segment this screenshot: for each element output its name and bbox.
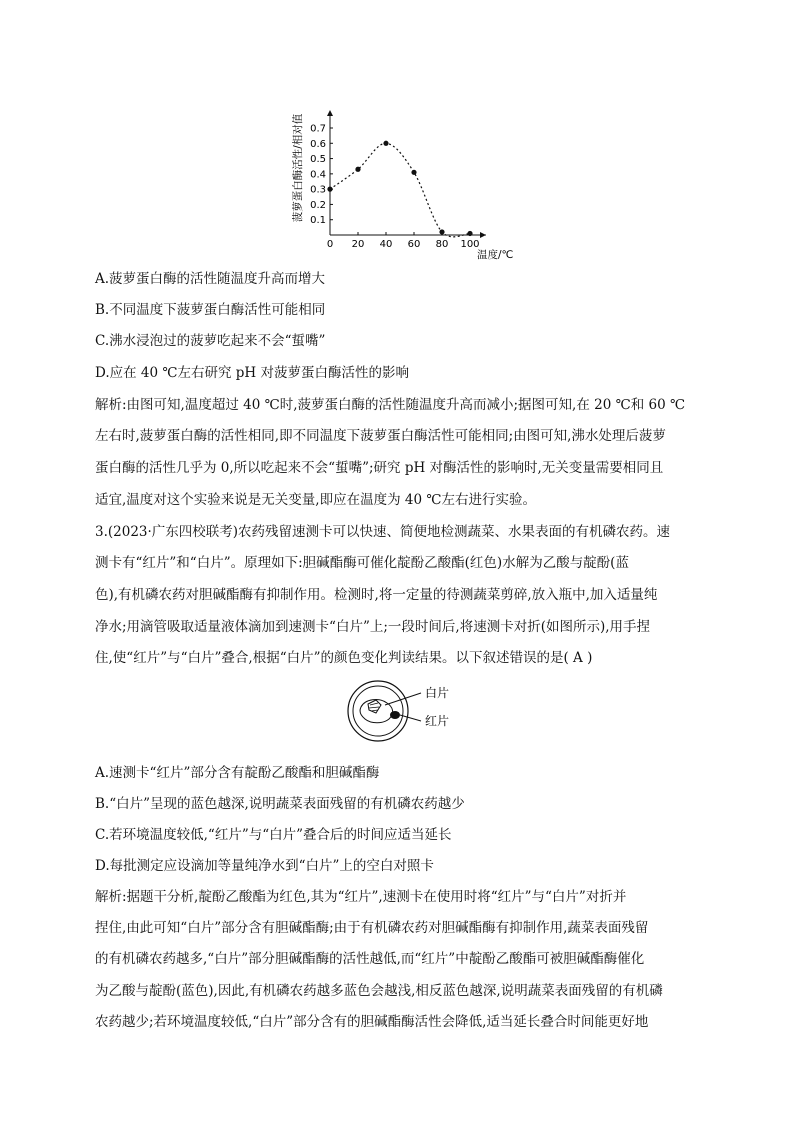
- red-pointer: [400, 715, 421, 721]
- x-tick-label: 100: [460, 239, 480, 250]
- q3-option-a: A.速测卡“红片”部分含有靛酚乙酸酯和胆碱酯酶: [95, 765, 380, 781]
- data-point: [327, 187, 332, 192]
- q3-stem-line: 住,使“红片”与“白片”叠合,根据“白片”的颜色变化判读结果。以下叙述错误的是( A ): [95, 650, 593, 666]
- label-white-piece: 白片: [425, 686, 450, 700]
- x-tick-label: 80: [435, 239, 449, 250]
- y-tick-label: 0.4: [310, 169, 326, 181]
- x-tick-label: 60: [407, 239, 421, 250]
- data-point: [383, 141, 388, 146]
- q2-analysis-line: 适宜,温度对这个实验来说是无关变量,即应在温度为 40 ℃左右进行实验。: [95, 492, 536, 508]
- y-tick-label: 0.1: [310, 215, 326, 227]
- q2-option-d: D.应在 40 ℃左右研究 pH 对菠萝蛋白酶活性的影响: [95, 365, 409, 381]
- x-tick-label: 20: [351, 239, 365, 250]
- data-point: [411, 170, 416, 175]
- enzyme-activity-chart: [288, 100, 518, 265]
- x-axis-arrow: [480, 232, 486, 238]
- x-tick-label: 40: [379, 239, 393, 250]
- q3-option-d: D.每批测定应设滴加等量纯净水到“白片”上的空白对照卡: [95, 858, 434, 874]
- chart-axes: [327, 110, 486, 238]
- test-card-figure: [343, 677, 483, 747]
- q2-analysis-line: 解析:由图可知,温度超过 40 ℃时,菠萝蛋白酶的活性随温度升高而减小;据图可知,在 20 ℃和 60 ℃: [95, 397, 686, 413]
- card-red-piece: [390, 711, 400, 719]
- q2-option-c: C.沸水浸泡过的菠萝吃起来不会“蜇嘴”: [95, 333, 326, 349]
- data-point: [355, 167, 360, 172]
- y-tick-label: 0.6: [310, 138, 326, 150]
- q3-analysis-line: 为乙酸与靛酚(蓝色),因此,有机磷农药越多蓝色会越浅,相反蓝色越深,说明蔬菜表面残留的有机磷: [95, 983, 663, 999]
- q2-option-b: B.不同温度下菠萝蛋白酶活性可能相同: [95, 302, 326, 318]
- card-outer-circle: [348, 681, 408, 741]
- chart-ticks: [310, 124, 479, 251]
- y-tick-label: 0.5: [310, 154, 326, 166]
- y-axis-label: 菠萝蛋白酶活性/相对值: [292, 113, 304, 223]
- x-tick-label: 0: [326, 239, 334, 250]
- card-white-piece: [368, 700, 381, 713]
- data-point: [439, 229, 444, 234]
- y-tick-label: 0.3: [310, 184, 326, 196]
- chart-points: [327, 141, 472, 236]
- q3-analysis-line: 解析:据题干分析,靛酚乙酸酯为红色,其为“红片”,速测卡在使用时将“红片”与“白片”对折并: [95, 889, 627, 905]
- data-point: [467, 231, 472, 236]
- y-tick-label: 0.2: [310, 199, 326, 211]
- label-red-piece: 红片: [425, 714, 450, 728]
- q3-stem-line: 测卡有“红片”和“白片”。原理如下:胆碱酯酶可催化靛酚乙酸酯(红色)水解为乙酸与靛酚(蓝: [95, 555, 629, 571]
- q3-stem-line: 净水;用滴管吸取适量液体滴加到速测卡“白片”上;一段时间后,将速测卡对折(如图所示),用手捏: [95, 619, 651, 635]
- q2-analysis-line: 左右时,菠萝蛋白酶的活性相同,即不同温度下菠萝蛋白酶活性可能相同;由图可知,沸水处理后菠萝: [95, 428, 666, 444]
- series-line: [330, 143, 470, 237]
- y-axis-arrow: [327, 110, 333, 116]
- q3-option-c: C.若环境温度较低,“红片”与“白片”叠合后的时间应适当延长: [95, 827, 452, 843]
- q3-option-b: B.“白片”呈现的蓝色越深,说明蔬菜表面残留的有机磷农药越少: [95, 796, 465, 812]
- q3-analysis-line: 捏住,由此可知“白片”部分含有胆碱酯酶;由于有机磷农药对胆碱酯酶有抑制作用,蔬菜表面残留: [95, 920, 649, 936]
- q3-analysis-line: 农药越少;若环境温度较低,“白片”部分含有的胆碱酯酶活性会降低,适当延长叠合时间能更好地: [95, 1014, 649, 1030]
- q2-analysis-line: 蛋白酶的活性几乎为 0,所以吃起来不会“蜇嘴”;研究 pH 对酶活性的影响时,无关变量需要相同且: [95, 460, 664, 476]
- q3-stem-line: 色),有机磷农药对胆碱酯酶有抑制作用。检测时,将一定量的待测蔬菜剪碎,放入瓶中,加入适量纯: [95, 587, 658, 603]
- y-tick-label: 0.7: [310, 123, 326, 135]
- q3-stem-line: 3.(2023·广东四校联考)农药残留速测卡可以快速、简便地检测蔬菜、水果表面的有机磷农药。速: [95, 524, 671, 540]
- q2-option-a: A.菠萝蛋白酶的活性随温度升高而增大: [95, 271, 326, 287]
- q3-analysis-line: 的有机磷农药越多,“白片”部分胆碱酯酶的活性越低,而“红片”中靛酚乙酸酯可被胆碱酯酶催化: [95, 951, 645, 967]
- x-axis-label: 温度/℃: [477, 249, 514, 261]
